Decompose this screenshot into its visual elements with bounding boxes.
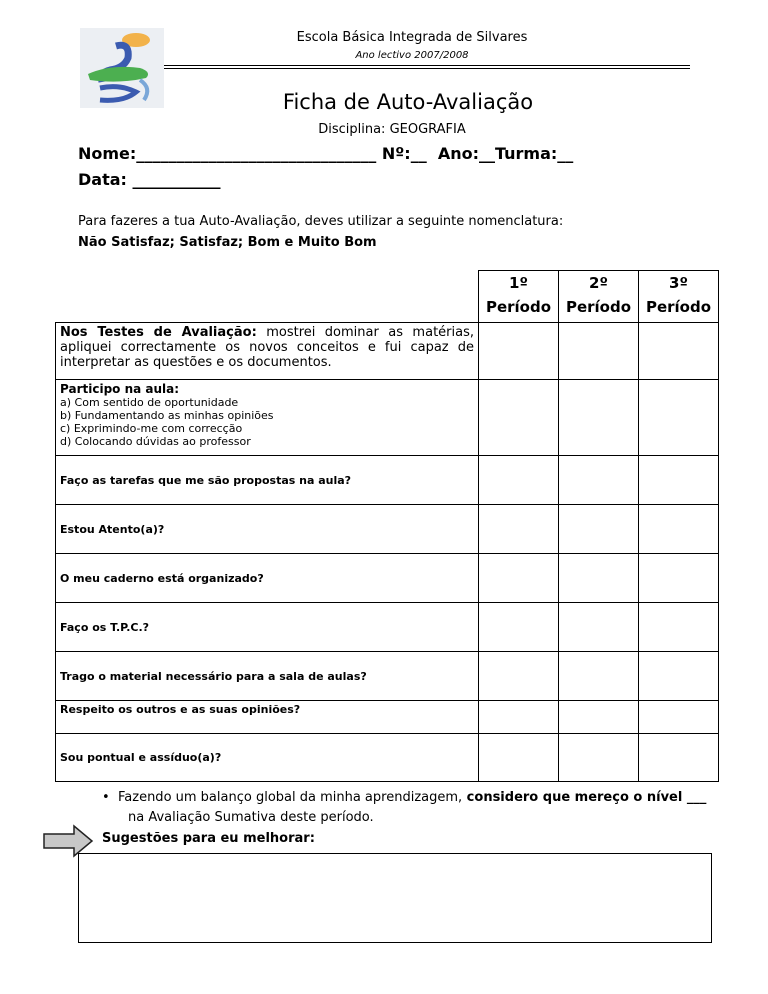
date-field[interactable]: Data: ___________ <box>78 170 221 189</box>
question-material: Trago o material necessário para a sala de aulas? <box>56 652 479 701</box>
answer-cell-p3[interactable] <box>639 380 719 456</box>
answer-cell-p2[interactable] <box>559 603 639 652</box>
suggestions-textbox[interactable] <box>78 853 712 943</box>
discipline-label: Disciplina: GEOGRAFIA <box>318 122 466 137</box>
answer-cell-p1[interactable] <box>479 323 559 380</box>
answer-cell-p3[interactable] <box>639 554 719 603</box>
period-header-1: 1º Período <box>479 271 559 323</box>
answer-cell-p3[interactable] <box>639 456 719 505</box>
answer-cell-p1[interactable] <box>479 554 559 603</box>
table-row <box>56 456 719 505</box>
answer-cell-p3[interactable] <box>639 701 719 734</box>
name-number-year-class-fields[interactable]: Nome:______________________________ Nº:__ Ano:__Turma:__ <box>78 144 574 163</box>
answer-cell-p3[interactable] <box>639 505 719 554</box>
table-row <box>56 380 719 456</box>
period-header-3: 3º Período <box>639 271 719 323</box>
answer-cell-p3[interactable] <box>639 734 719 782</box>
answer-cell-p1[interactable] <box>479 734 559 782</box>
global-balance-bullet: • Fazendo um balanço global da minha aprendizagem, considero que mereço o nível ___ <box>102 790 707 805</box>
answer-cell-p1[interactable] <box>479 380 559 456</box>
answer-cell-p2[interactable] <box>559 456 639 505</box>
answer-cell-p1[interactable] <box>479 603 559 652</box>
answer-cell-p1[interactable] <box>479 456 559 505</box>
intro-text: Para fazeres a tua Auto-Avaliação, deves utilizar a seguinte nomenclatura: <box>78 214 564 229</box>
table-row <box>56 652 719 701</box>
answer-cell-p2[interactable] <box>559 652 639 701</box>
answer-cell-p2[interactable] <box>559 505 639 554</box>
period-header-2: 2º Período <box>559 271 639 323</box>
school-name: Escola Básica Integrada de Silvares <box>296 30 528 45</box>
question-tests: Nos Testes de Avaliação: mostrei dominar as matérias, apliquei correctamente os novos conceitos e fui capaz de interpretar as questões e os documentos. <box>56 323 479 380</box>
self-assessment-table <box>55 270 719 782</box>
table-row <box>56 603 719 652</box>
header-rule <box>164 65 690 66</box>
table-row <box>56 323 719 380</box>
answer-cell-p3[interactable] <box>639 652 719 701</box>
question-tasks: Faço as tarefas que me são propostas na aula? <box>56 456 479 505</box>
suggestions-label: Sugestões para eu melhorar: <box>102 831 315 846</box>
answer-cell-p2[interactable] <box>559 380 639 456</box>
school-year: Ano lectivo 2007/2008 <box>355 50 469 61</box>
answer-cell-p3[interactable] <box>639 603 719 652</box>
page-title: Ficha de Auto-Avaliação <box>282 90 534 114</box>
question-homework: Faço os T.P.C.? <box>56 603 479 652</box>
header-rule-double <box>164 68 690 69</box>
answer-cell-p2[interactable] <box>559 323 639 380</box>
global-balance-line2: na Avaliação Sumativa deste período. <box>128 810 374 825</box>
question-attentive: Estou Atento(a)? <box>56 505 479 554</box>
question-respect: Respeito os outros e as suas opiniões? <box>56 701 479 734</box>
answer-cell-p1[interactable] <box>479 652 559 701</box>
answer-cell-p2[interactable] <box>559 554 639 603</box>
bullet-dot-icon: • <box>102 790 110 805</box>
answer-cell-p1[interactable] <box>479 505 559 554</box>
table-row <box>56 554 719 603</box>
question-participation: Participo na aula: a) Com sentido de oportunidade b) Fundamentando as minhas opiniões c) Exprimindo-me com correcção d) Colocando dúvidas ao professor <box>56 380 479 456</box>
table-row <box>56 734 719 782</box>
table-corner-empty <box>56 271 479 323</box>
answer-cell-p2[interactable] <box>559 734 639 782</box>
question-punctual: Sou pontual e assíduo(a)? <box>56 734 479 782</box>
question-notebook: O meu caderno está organizado? <box>56 554 479 603</box>
table-row <box>56 701 719 734</box>
nomenclature-text: Não Satisfaz; Satisfaz; Bom e Muito Bom <box>78 235 377 250</box>
table-row <box>56 505 719 554</box>
answer-cell-p3[interactable] <box>639 323 719 380</box>
answer-cell-p1[interactable] <box>479 701 559 734</box>
answer-cell-p2[interactable] <box>559 701 639 734</box>
